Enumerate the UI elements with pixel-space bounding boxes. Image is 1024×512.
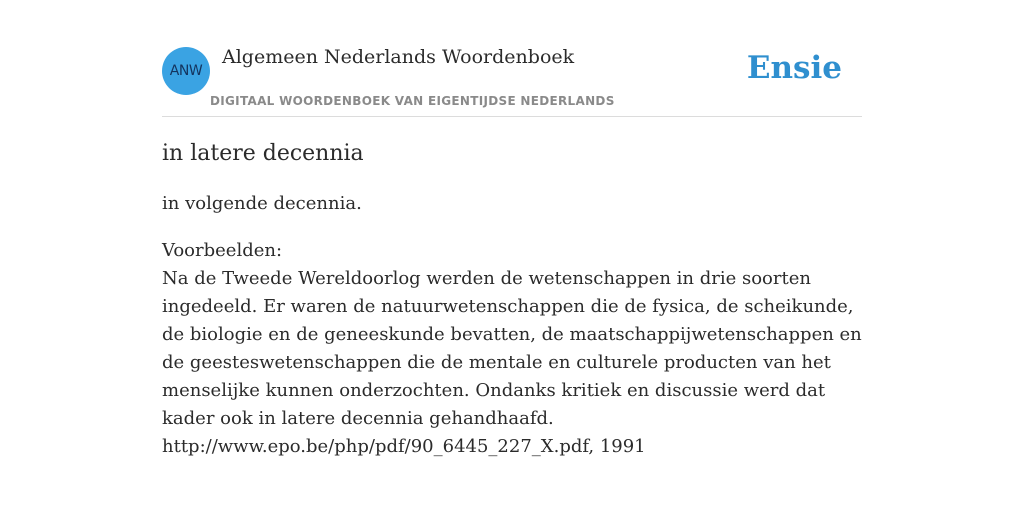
site-subtitle: DIGITAAL WOORDENBOEK VAN EIGENTIJDSE NEDERLANDS [210, 94, 615, 108]
entry-definition: in volgende decennia. [162, 193, 362, 214]
example-text: Na de Tweede Wereldoorlog werden de wetenschappen in drie soorten ingedeeld. Er waren de natuurwetenschappen die de fysica, de scheikunde, de biologie en de geneeskunde bevatten, de maatschappijwetenschappen en de geesteswetenschappen die de mentale en culturele producten van het menselijke kunnen onderzochten. Ondanks kritiek en discussie werd dat kader ook in latere decennia gehandhaafd. [162, 268, 862, 429]
entry-headword: in latere decennia [162, 141, 364, 166]
anw-logo[interactable] [162, 47, 210, 95]
example-source: http://www.epo.be/php/pdf/90_6445_227_X.pdf, 1991 [162, 436, 646, 457]
logo-text: ANW [169, 63, 203, 79]
site-header [162, 38, 862, 117]
ensie-brand-link[interactable]: Ensie [746, 50, 842, 86]
entry-content [162, 138, 862, 461]
site-title[interactable]: Algemeen Nederlands Woordenboek [222, 46, 575, 68]
examples-label: Voorbeelden: [162, 240, 283, 261]
